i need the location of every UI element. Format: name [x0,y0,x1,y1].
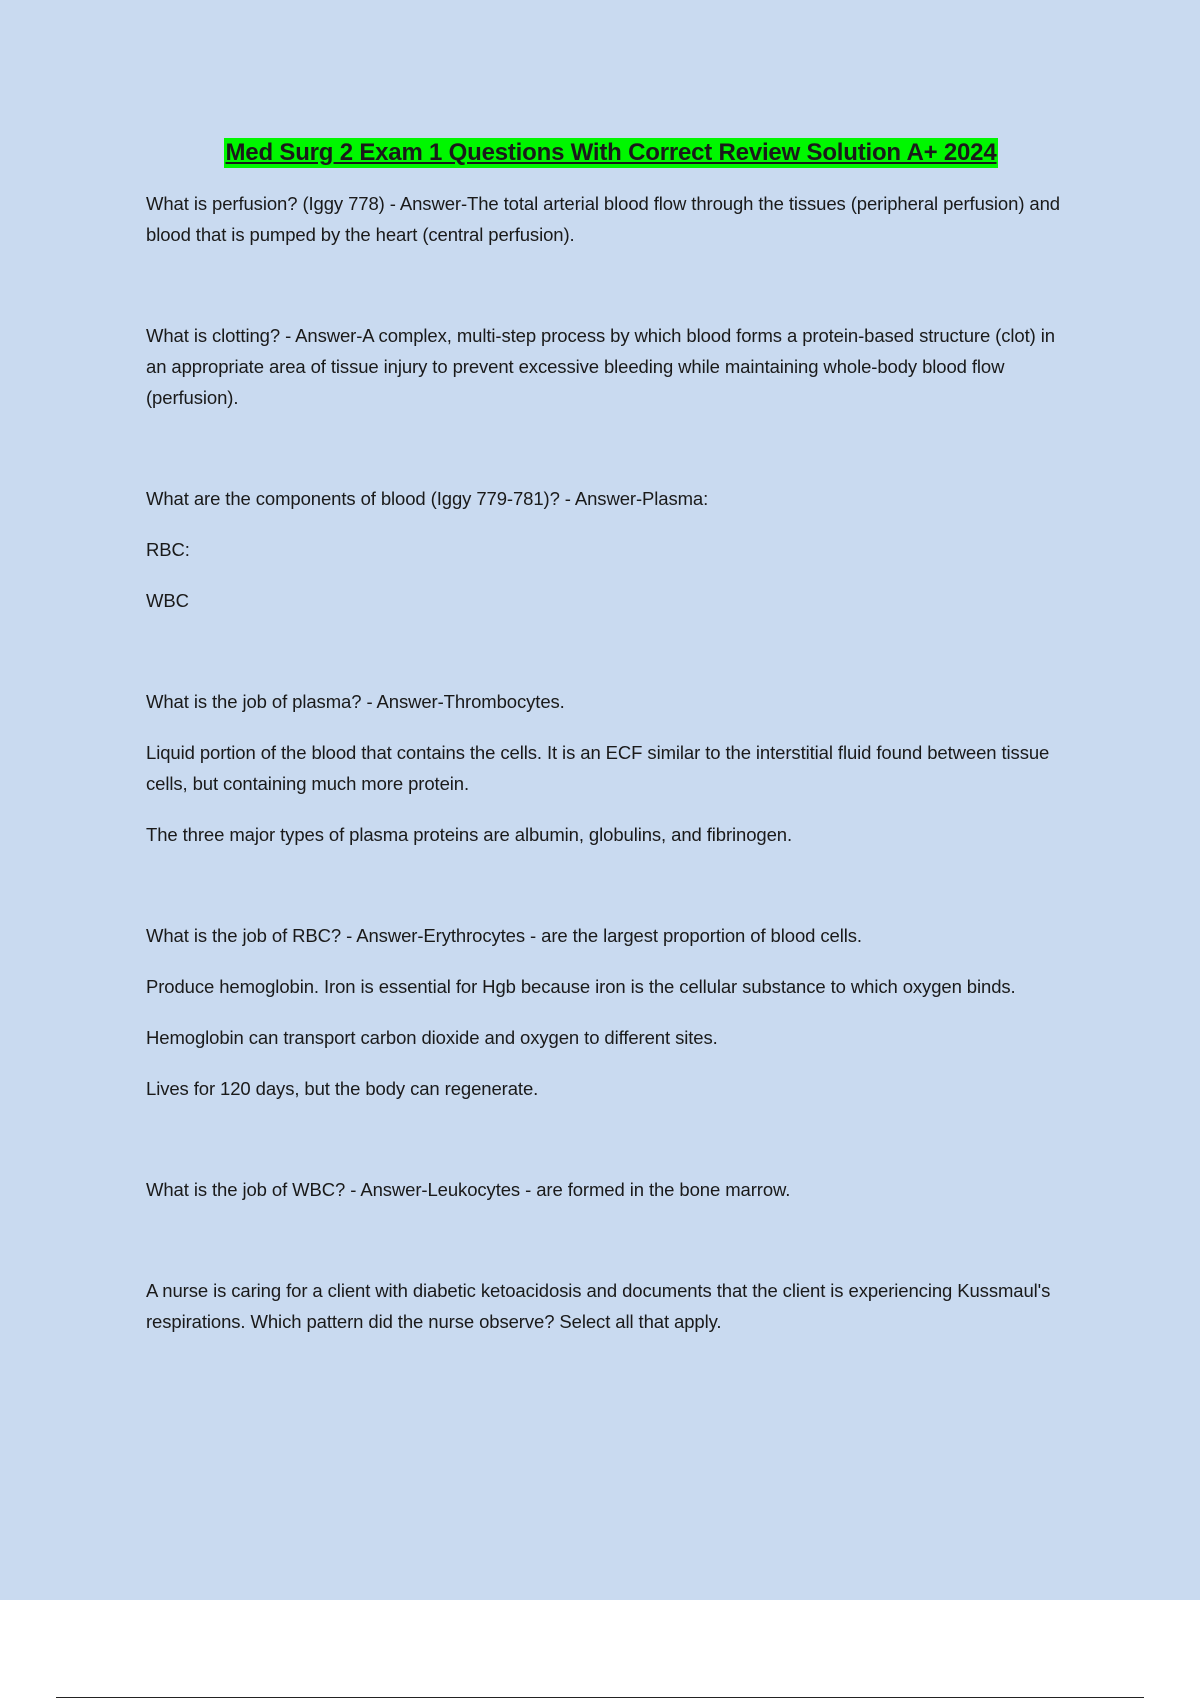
title-row [146,138,1076,168]
paragraph-clotting: What is clotting? - Answer-A complex, multi-step process by which blood forms a protein-based structure (clot) in an appropriate area of tissue injury to prevent excessive bleeding while maintaining whole-body blood flow (perfusion). [146,325,1055,408]
document-title: Med Surg 2 Exam 1 Questions With Correct Review Solution A+ 2024 [225,139,997,166]
block-spacer [146,1205,1076,1275]
paragraph-kussmaul-question: A nurse is caring for a client with diabetic ketoacidosis and documents that the client is experiencing Kussmaul's respirations. Which pattern did the nurse observe? Select all that apply. [146,1280,1051,1332]
block-spacer [146,413,1076,483]
paragraph-rbc-label: RBC: [146,539,190,560]
paragraph-rbc-question: What is the job of RBC? - Answer-Erythrocytes - are the largest proportion of blood cells. [146,925,862,946]
paragraph-plasma-definition: Liquid portion of the blood that contains the cells. It is an ECF similar to the interstitial fluid found between tissue cells, but containing much more protein. [146,742,1050,794]
block-spacer [146,1104,1076,1174]
paragraph-wbc-question: What is the job of WBC? - Answer-Leukocytes - are formed in the bone marrow. [146,1179,791,1200]
paragraph-blood-components: What are the components of blood (Iggy 779-781)? - Answer-Plasma: [146,488,709,509]
footer-divider [56,1697,1144,1698]
document-body [146,138,1076,1337]
paragraph-rbc-lifespan: Lives for 120 days, but the body can regenerate. [146,1078,539,1099]
paragraph-hemoglobin-production: Produce hemoglobin. Iron is essential for Hgb because iron is the cellular substance to which oxygen binds. [146,976,1016,997]
paragraph-plasma-question: What is the job of plasma? - Answer-Thrombocytes. [146,691,565,712]
block-spacer [146,850,1076,920]
block-spacer [146,616,1076,686]
block-spacer [146,250,1076,320]
paragraph-wbc-label: WBC [146,590,189,611]
paragraph-hemoglobin-transport: Hemoglobin can transport carbon dioxide and oxygen to different sites. [146,1027,718,1048]
paragraph-plasma-proteins: The three major types of plasma proteins are albumin, globulins, and fibrinogen. [146,824,793,845]
paragraph-perfusion: What is perfusion? (Iggy 778) - Answer-The total arterial blood flow through the tissues (peripheral perfusion) and blood that is pumped by the heart (central perfusion). [146,193,1060,245]
